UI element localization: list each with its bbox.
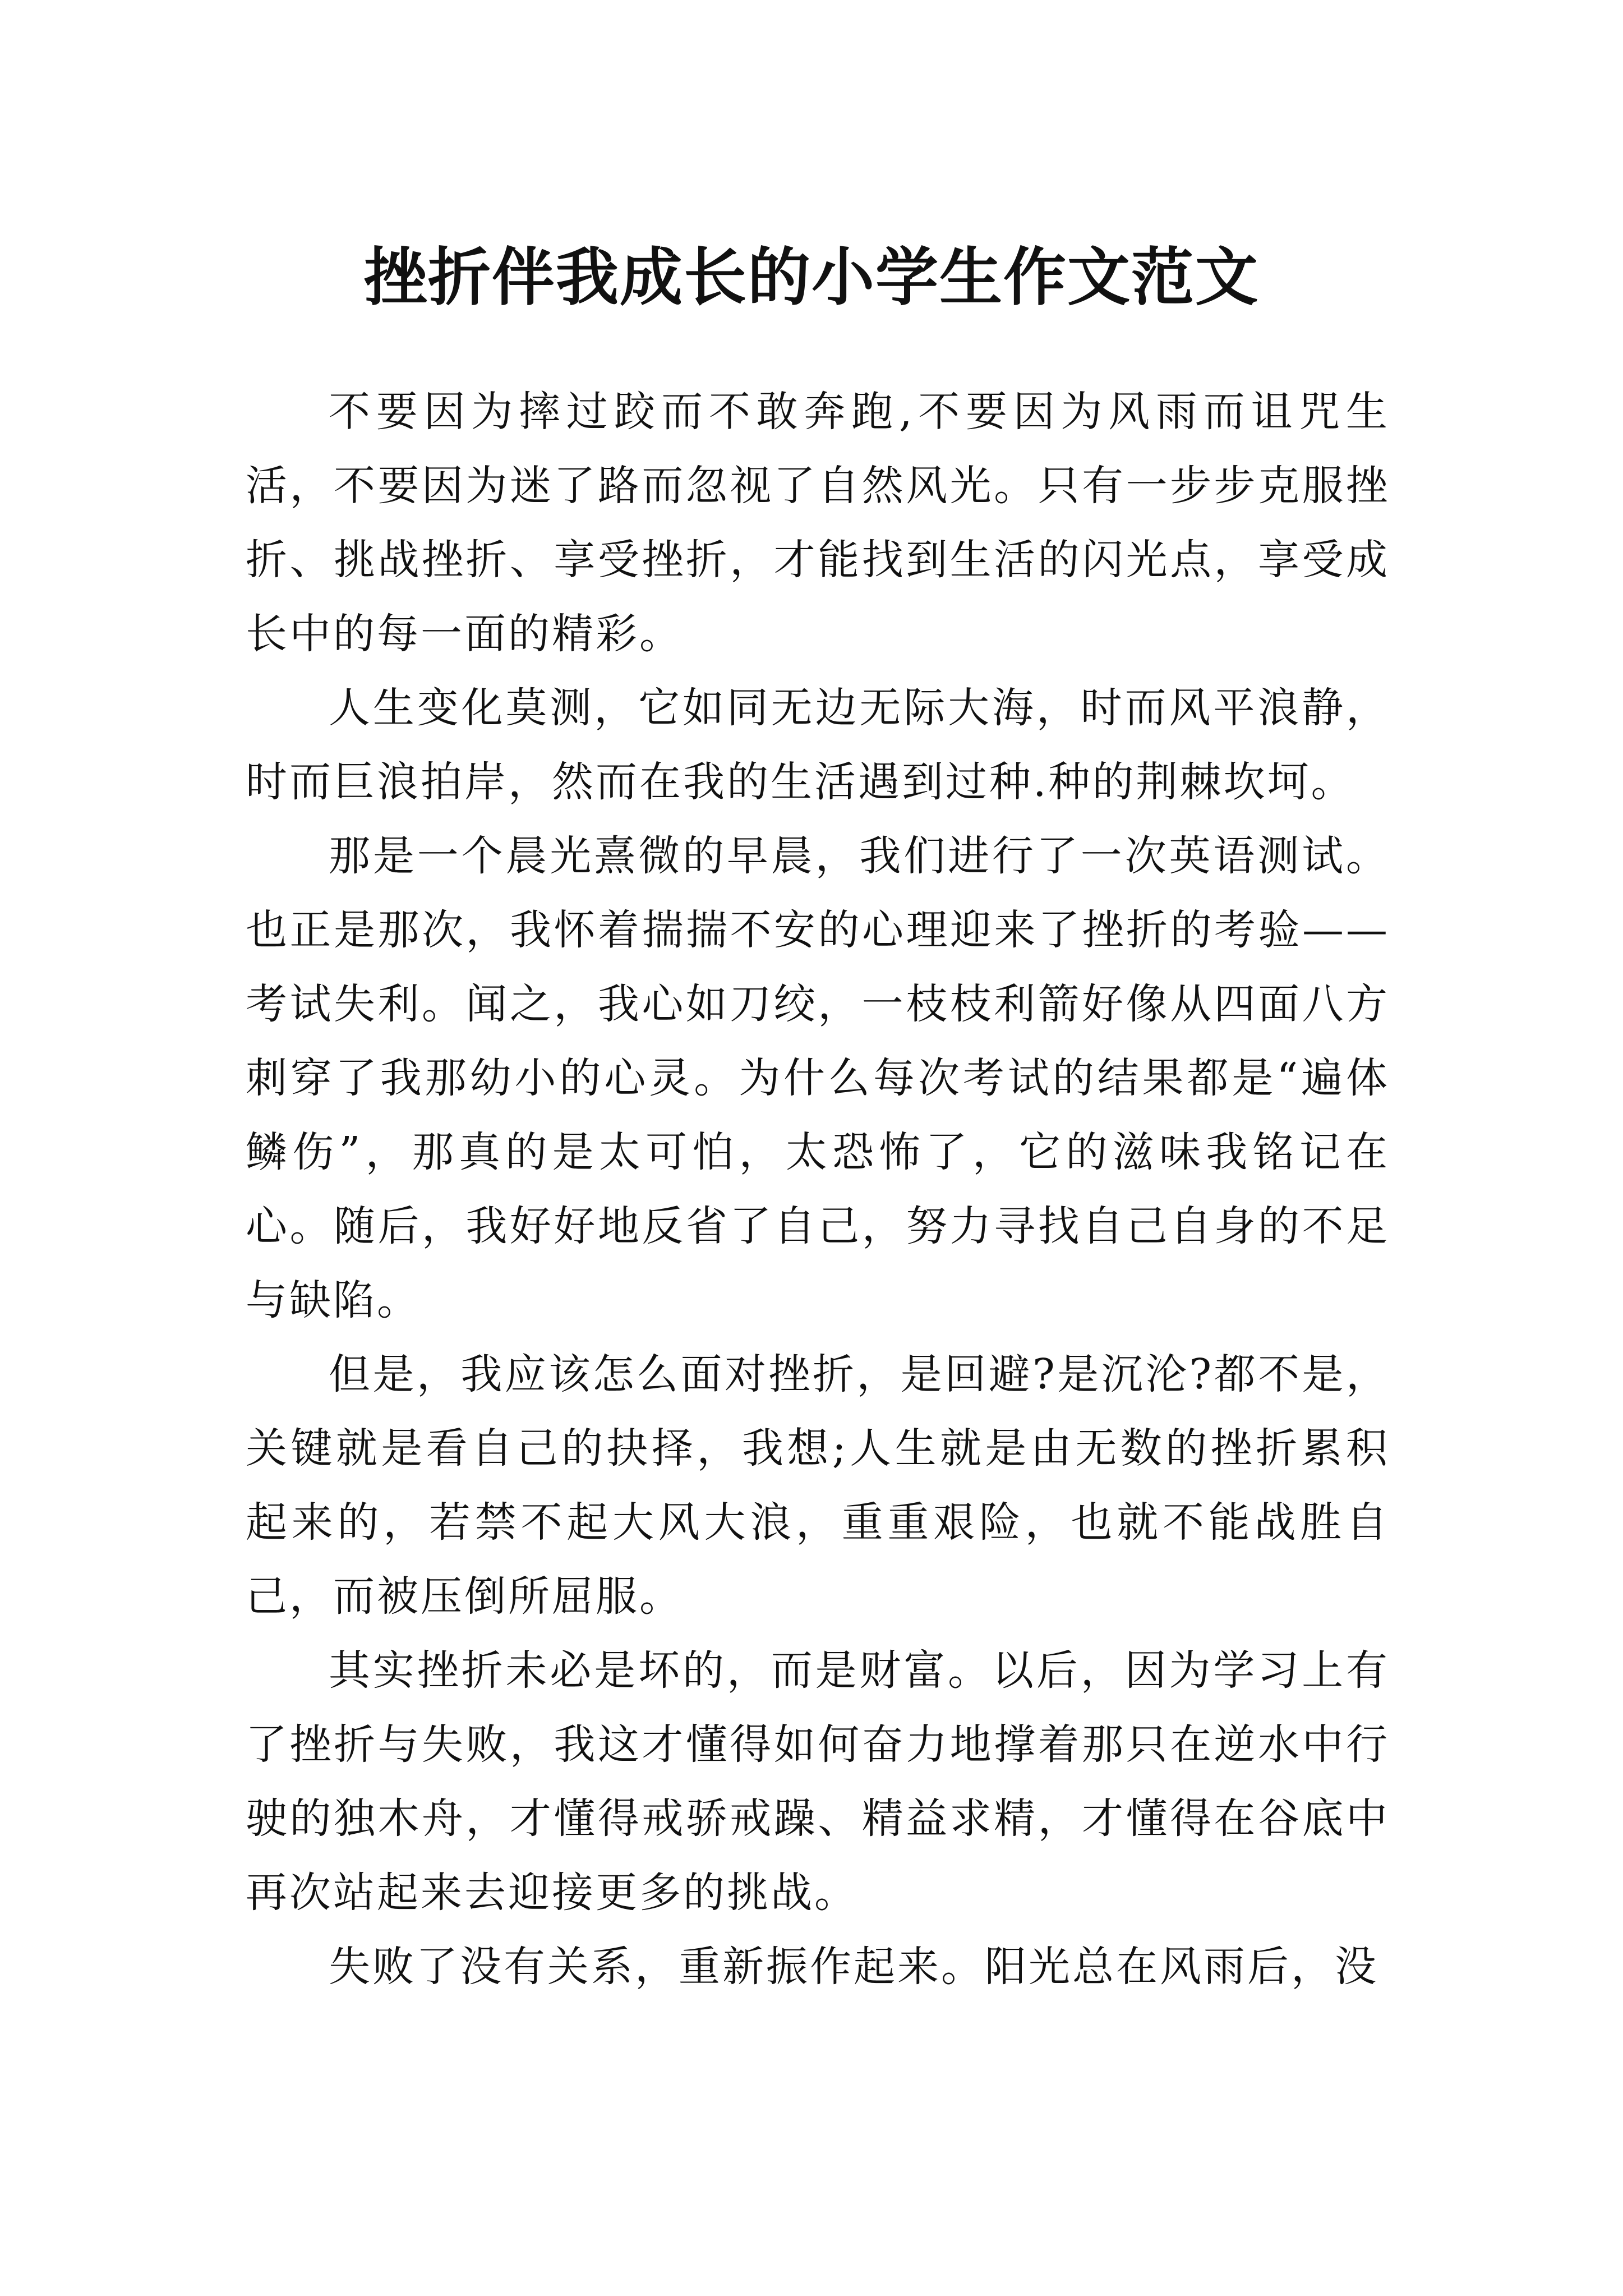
paragraph-3: 那是一个晨光熹微的早晨，我们进行了一次英语测试。也正是那次，我怀着揣揣不安的心理迎来了挫折的考验——考试失利。闻之，我心如刀绞，一枝枝利箭好像从四面八方刺穿了我那幼小的心灵。为什么每次考试的结果都是“遍体鳞伤”，那真的是太可怕，太恐怖了，它的滋味我铭记在心。随后，我好好地反省了自己，努力寻找自己自身的不足与缺陷。 [246, 832, 1390, 1324]
paragraph-1: 不要因为摔过跤而不敢奔跑,不要因为风雨而诅咒生活，不要因为迷了路而忽视了自然风光。只有一步步克服挫折、挑战挫折、享受挫折，才能找到生活的闪光点，享受成长中的每一面的精彩。 [246, 388, 1390, 658]
paragraph-6: 失败了没有关系，重新振作起来。阳光总在风雨后，没 [329, 1943, 1378, 1991]
document-title: 挫折伴我成长的小学生作文范文 [364, 241, 1259, 315]
document-body [246, 375, 1390, 2004]
paragraph-5: 其实挫折未必是坏的，而是财富。以后，因为学习上有了挫折与失败，我这才懂得如何奋力地撑着那只在逆水中行驶的独木舟，才懂得戒骄戒躁、精益求精，才懂得在谷底中再次站起来去迎接更多的挑战。 [246, 1646, 1390, 1917]
paragraph-2: 人生变化莫测，它如同无边无际大海，时而风平浪静，时而巨浪拍岸，然而在我的生活遇到过种.种的荆棘坎坷。 [246, 684, 1390, 806]
paragraph-4: 但是，我应该怎么面对挫折，是回避?是沉沦?都不是，关键就是看自己的抉择，我想;人生就是由无数的挫折累积起来的，若禁不起大风大浪，重重艰险，也就不能战胜自己，而被压倒所屈服。 [246, 1350, 1390, 1621]
